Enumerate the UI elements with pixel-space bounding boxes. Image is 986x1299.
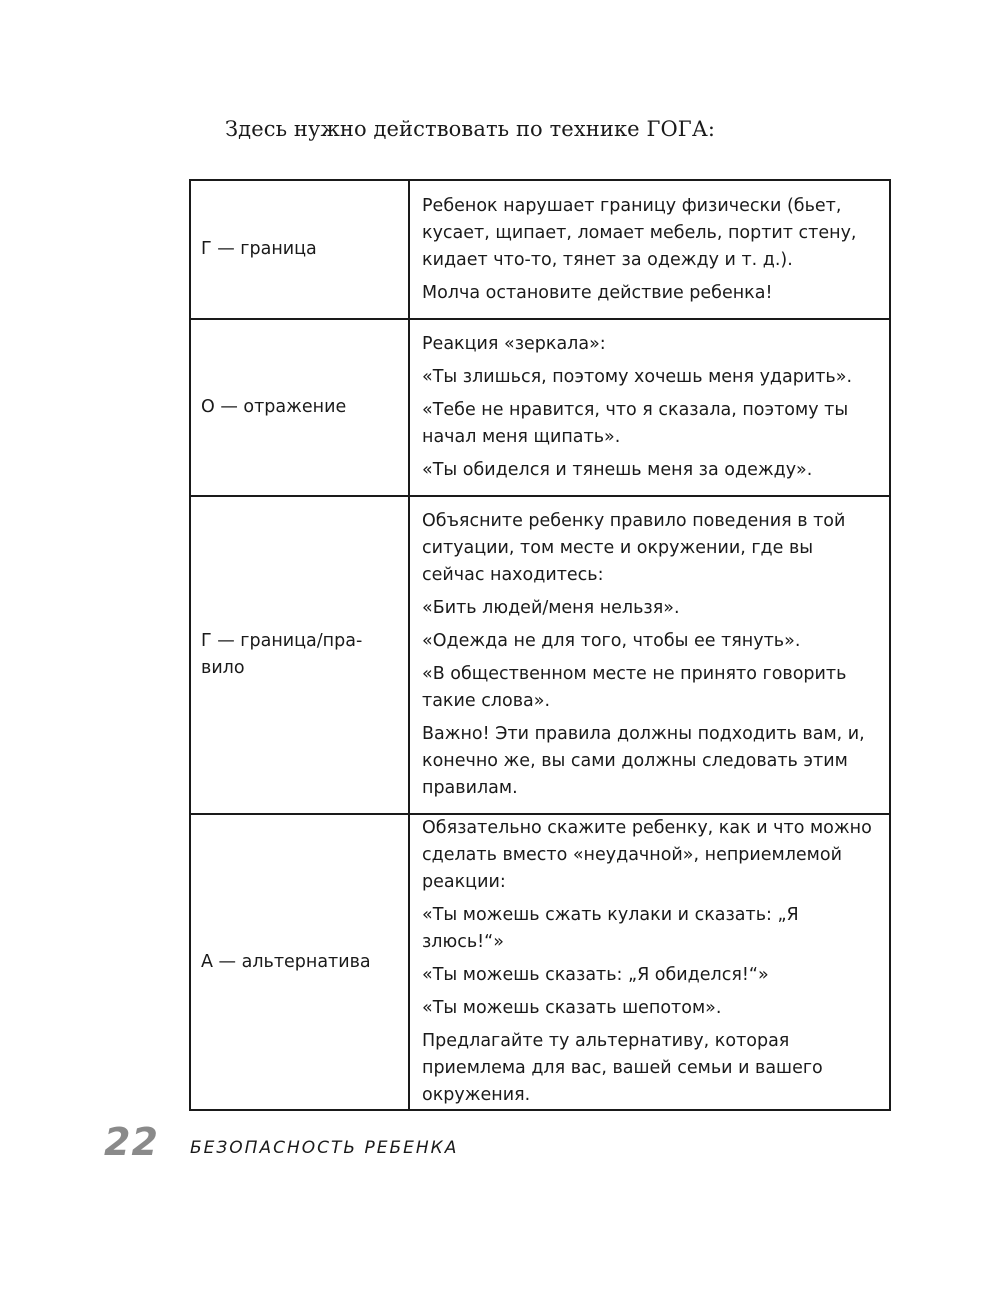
- table-row: [190, 319, 890, 496]
- description-paragraph: Реакция «зеркала»:: [422, 334, 606, 354]
- goga-technique-table: [189, 179, 891, 1111]
- running-title: БЕЗОПАСНОСТЬ РЕБЕНКА: [190, 1138, 459, 1158]
- description-paragraph: Предлагайте ту альтернативу, которая приемлема для вас, вашей семьи и вашего окружения.: [422, 1031, 823, 1105]
- term-cell: О — отражение: [190, 319, 409, 496]
- description-cell: [409, 814, 890, 1110]
- description-cell: [409, 496, 890, 814]
- description-paragraph: Ребенок нарушает границу физически (бьет, кусает, щипает, ломает мебель, портит стену, кидает что-то, тянет за одежду и т. д.).: [422, 195, 857, 270]
- description-paragraph: Объясните ребенку правило поведения в той ситуации, том месте и окружении, где вы сейчас находитесь:: [422, 511, 846, 585]
- description-cell: [409, 180, 890, 319]
- description-paragraph: «Ты злишься, поэтому хочешь меня ударить».: [422, 367, 853, 387]
- table-row: [190, 180, 890, 319]
- description-paragraph: Молча остановите действие ребенка!: [422, 282, 773, 303]
- page-number: 22: [104, 1120, 159, 1164]
- description-paragraph: «Ты можешь сказать шепотом».: [422, 998, 722, 1018]
- intro-text: Здесь нужно действовать по технике ГОГА:: [225, 117, 715, 141]
- term-cell: А — альтернатива: [190, 814, 409, 1110]
- description-paragraph: «Тебе не нравится, что я сказала, поэтому ты начал меня щипать».: [422, 400, 849, 447]
- description-paragraph: Важно! Эти правила должны подходить вам, и, конечно же, вы сами должны следовать этим правилам.: [422, 724, 865, 798]
- description-paragraph: Обязательно скажите ребенку, как и что можно сделать вместо «неудачной», неприемлемой реакции:: [422, 818, 872, 892]
- table-row: [190, 814, 890, 1110]
- description-paragraph: «Одежда не для того, чтобы ее тянуть».: [422, 631, 801, 651]
- description-paragraph: «Бить людей/меня нельзя».: [422, 598, 680, 618]
- term-cell: Г — граница/пра-вило: [190, 496, 409, 814]
- description-paragraph: «Ты можешь сжать кулаки и сказать: „Я злюсь!“»: [422, 905, 799, 952]
- description-paragraph: «Ты обиделся и тянешь меня за одежду».: [422, 460, 813, 480]
- term-cell: Г — граница: [190, 180, 409, 319]
- description-paragraph: «Ты можешь сказать: „Я обиделся!“»: [422, 965, 769, 985]
- description-cell: [409, 319, 890, 496]
- description-paragraph: «В общественном месте не принято говорить такие слова».: [422, 664, 847, 711]
- table-row: [190, 496, 890, 814]
